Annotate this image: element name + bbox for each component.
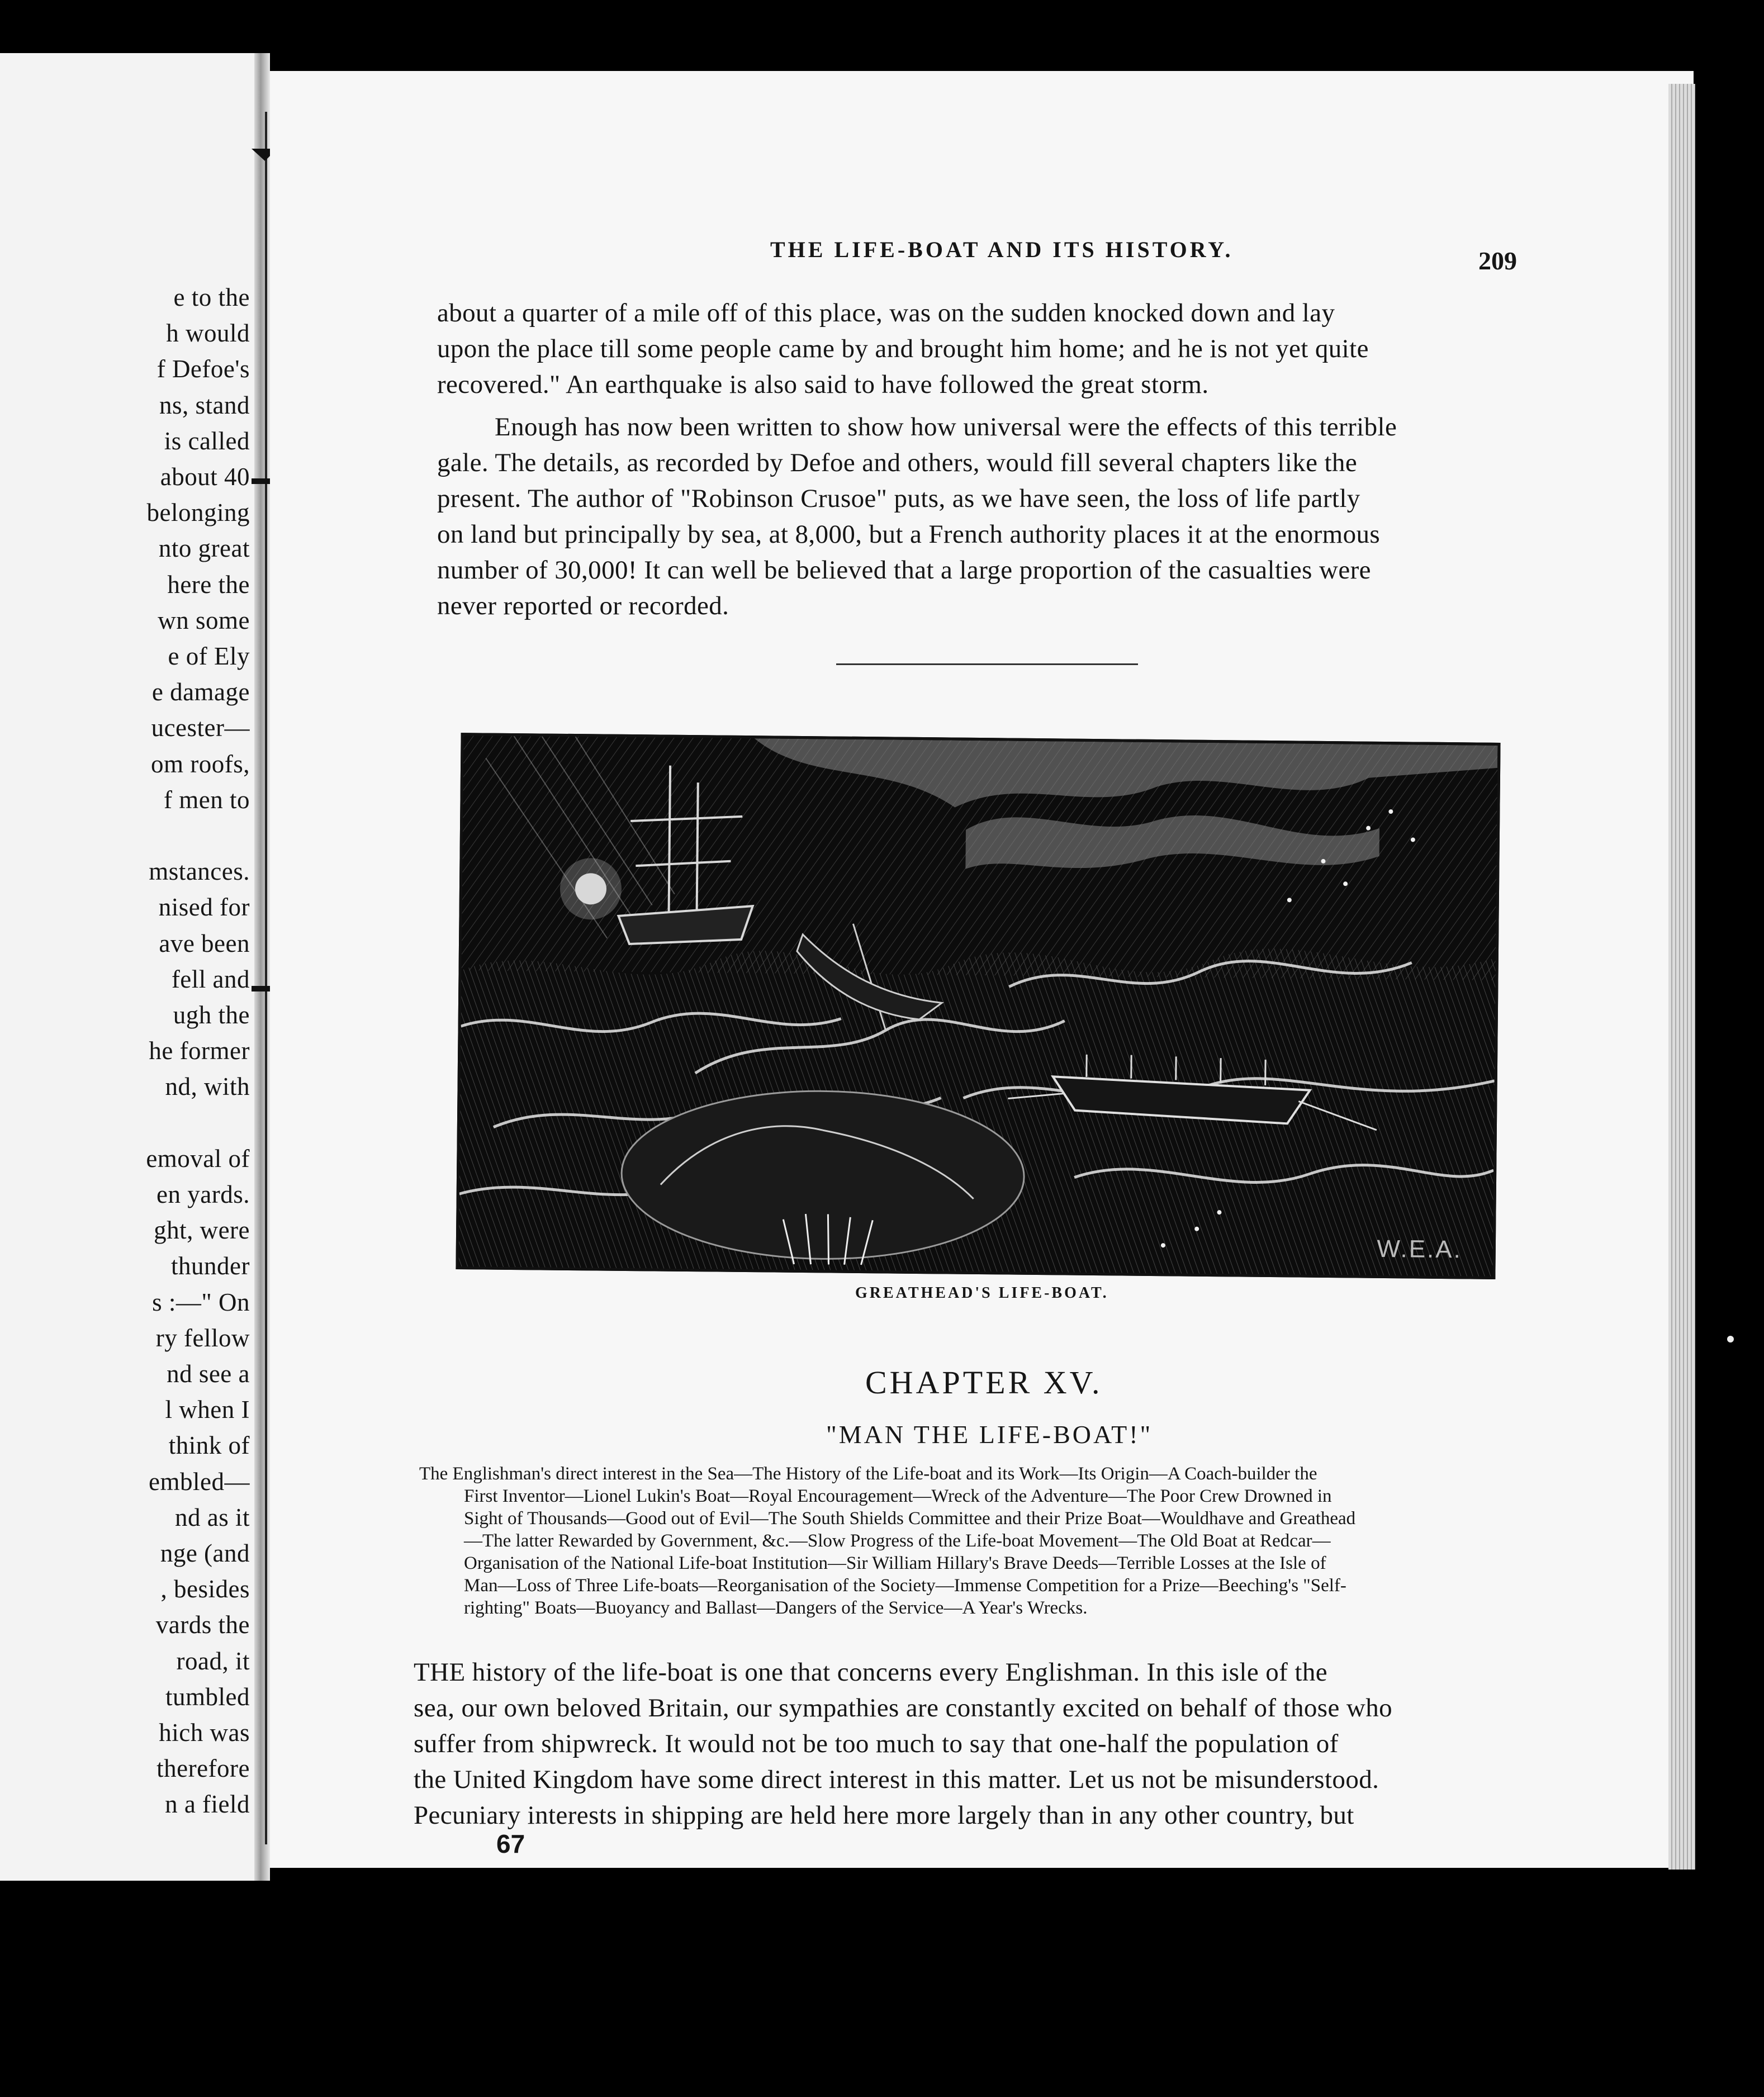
left-page-line: e of Ely <box>168 642 250 670</box>
chapter-subtitle: "MAN THE LIFE-BOAT!" <box>826 1420 1153 1449</box>
left-page-line: road, it <box>176 1647 250 1675</box>
left-page-line: nd as it <box>175 1503 250 1531</box>
left-page-line: ugh the <box>173 1001 250 1029</box>
left-page-line: en yards. <box>157 1180 250 1208</box>
left-page-line: nge (and <box>160 1539 250 1567</box>
body-text-line: THE history of the life-boat is one that concerns every Englishman. In this isle of the <box>414 1658 1328 1687</box>
left-page-line: about 40 <box>160 463 250 491</box>
left-page-line: belonging <box>146 499 250 527</box>
left-page-line: here the <box>167 570 250 599</box>
body-text-line: Pecuniary interests in shipping are held here more largely than in any other country, but <box>414 1801 1354 1830</box>
left-page-line: vards the <box>155 1611 250 1639</box>
left-page-line: wn some <box>158 606 250 634</box>
printer-signature-mark: 67 <box>496 1829 525 1858</box>
left-page-line: s :—" On <box>152 1288 250 1316</box>
left-page-line: thunder <box>171 1252 250 1280</box>
top-text-line: never reported or recorded. <box>437 591 729 620</box>
body-text-line: sea, our own beloved Britain, our sympathies are constantly excited on behalf of those who <box>414 1693 1393 1723</box>
body-text-line: the United Kingdom have some direct interest in this matter. Let us not be misunderstood. <box>414 1765 1379 1794</box>
book-gutter <box>254 53 270 1881</box>
top-text-line: gale. The details, as recorded by Defoe and others, would fill several chapters like the <box>437 448 1358 477</box>
top-text-line: on land but principally by sea, at 8,000, but a French authority places it at the enormous <box>437 520 1381 549</box>
left-page-line: om roofs, <box>151 749 250 778</box>
running-head: THE LIFE-BOAT AND ITS HISTORY. <box>770 237 1234 262</box>
left-page-line: tumbled <box>165 1682 250 1711</box>
chapter-summary-line: righting" Boats—Buoyancy and Ballast—Dangers of the Service—A Year's Wrecks. <box>464 1598 1088 1618</box>
left-page-line: f men to <box>164 785 250 814</box>
left-page-line: e damage <box>151 678 250 706</box>
top-text-line: number of 30,000! It can well be believed that a large proportion of the casualties were <box>437 556 1371 585</box>
left-page-line: nised for <box>158 893 250 922</box>
left-page-line: ry fellow <box>155 1323 250 1352</box>
left-page-line: think of <box>168 1431 250 1460</box>
left-page-line: hich was <box>159 1719 250 1747</box>
page-number: 209 <box>1478 246 1517 275</box>
left-page-line: n a field <box>165 1790 250 1819</box>
top-text-line: present. The author of "Robinson Crusoe" puts, as we have seen, the loss of life partly <box>437 484 1360 513</box>
spine-thread <box>265 112 267 1844</box>
top-text-line: Enough has now been written to show how universal were the effects of this terrible <box>495 412 1397 442</box>
top-text-line: recovered." An earthquake is also said to have followed the great storm. <box>437 370 1209 399</box>
top-text-line: about a quarter of a mile off of this place, was on the sudden knocked down and lay <box>437 298 1335 328</box>
illustration-caption: GREATHEAD'S LIFE-BOAT. <box>855 1284 1109 1302</box>
left-page-line: nto great <box>158 534 250 563</box>
left-page-line: ave been <box>159 929 250 957</box>
left-page-line: h would <box>166 319 250 348</box>
engraver-signature: W.E.A. <box>1377 1235 1463 1264</box>
left-page-line: fell and <box>171 965 250 993</box>
chapter-summary-line: Sight of Thousands—Good out of Evil—The South Shields Committee and their Prize Boat—Wouldhave and Greathead <box>464 1508 1356 1529</box>
chapter-summary-line: Organisation of the National Life-boat Institution—Sir William Hillary's Brave Deeds—Terrible Losses at the Isle of <box>464 1553 1326 1573</box>
left-page-line: he former <box>149 1037 250 1065</box>
left-page-line: ucester— <box>151 714 250 742</box>
page-edge-stack <box>1668 84 1695 1870</box>
left-page-line: ns, stand <box>159 391 250 419</box>
chapter-heading: CHAPTER XV. <box>865 1364 1103 1401</box>
left-page-line: mstances. <box>149 857 250 886</box>
left-facing-page <box>0 53 254 1881</box>
section-rule <box>836 663 1138 665</box>
chapter-summary-line: Man—Loss of Three Life-boats—Reorganisation of the Society—Immense Competition for a Prize—Beeching's "Self- <box>464 1576 1346 1596</box>
left-page-line: is called <box>164 426 250 455</box>
left-page-line: emoval of <box>146 1144 250 1173</box>
left-page-line: f Defoe's <box>157 355 250 383</box>
greathead-lifeboat-engraving <box>456 733 1500 1279</box>
left-page-line: l when I <box>165 1396 250 1424</box>
left-page-line: ght, were <box>154 1216 250 1245</box>
body-text-line: suffer from shipwreck. It would not be too much to say that one-half the population of <box>414 1729 1339 1758</box>
chapter-summary-line: First Inventor—Lionel Lukin's Boat—Royal Encouragement—Wreck of the Adventure—The Poor Crew Drowned in <box>464 1486 1332 1506</box>
left-page-line: , besides <box>160 1575 250 1603</box>
left-page-line: embled— <box>149 1467 250 1496</box>
left-page-line: nd see a <box>167 1360 250 1388</box>
scan-speck <box>1727 1336 1734 1342</box>
top-text-line: upon the place till some people came by and brought him home; and he is not yet quite <box>437 334 1369 363</box>
left-page-line: e to the <box>173 283 250 311</box>
left-page-line: therefore <box>157 1754 250 1783</box>
chapter-summary-line: The Englishman's direct interest in the Sea—The History of the Life-boat and its Work—Its Origin—A Coach-builder the <box>419 1464 1317 1484</box>
chapter-summary-line: —The latter Rewarded by Government, &c.—Slow Progress of the Life-boat Movement—The Old Boat at Redcar— <box>464 1531 1331 1551</box>
left-page-line: nd, with <box>165 1073 250 1101</box>
